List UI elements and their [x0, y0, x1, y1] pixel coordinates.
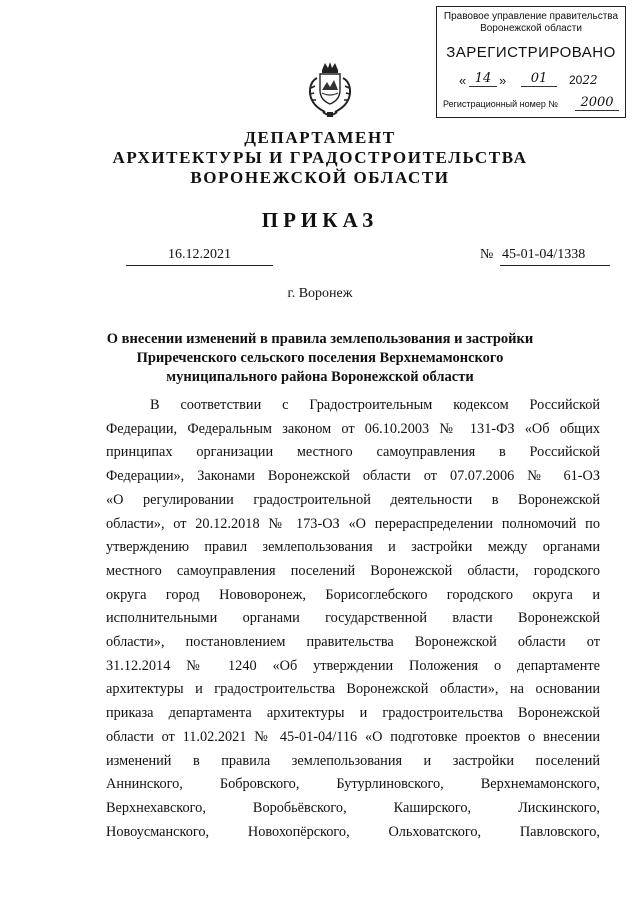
title-line3: муниципального района Воронежской области: [166, 369, 474, 385]
department-line3: ВОРОНЕЖСКОЙ ОБЛАСТИ: [190, 168, 450, 187]
body-line: области от 11.02.2021 № 45-01-04/116 «О подготовке проектов о внесении: [106, 728, 600, 745]
stamp-number-line: [443, 95, 619, 110]
stamp-org-line1: Правовое управление правительства: [443, 11, 619, 22]
registration-stamp: [436, 6, 626, 118]
order-number-label: №: [480, 247, 494, 262]
city: г. Воронеж: [287, 286, 353, 301]
document-type: ПРИКАЗ: [261, 208, 379, 232]
stamp-year: [569, 73, 598, 87]
order-date: 16.12.2021: [126, 247, 273, 266]
stamp-month: 01: [521, 71, 557, 87]
body-line: изменений в правила землепользования и застройки поселений: [106, 752, 600, 769]
stamp-number-label: Регистрационный номер №: [443, 99, 559, 109]
body-line: местного самоуправления поселений Воронежской области, городского: [106, 562, 600, 579]
body-line: утверждению правил землепользования и застройки между органами: [106, 539, 600, 556]
body-line: Верхнехавского, Воробьёвского, Каширского, Лискинского,: [106, 799, 600, 816]
body-line: исполнительными органами государственной власти Воронежской: [106, 610, 600, 627]
body-line: Федерации, Федеральным законом от 06.10.2003 № 131-ФЗ «Об общих: [106, 420, 600, 437]
title-line1: О внесении изменений в правила землепользования и застройки: [106, 331, 534, 347]
body-line: В соответствии с Градостроительным кодексом Российской: [150, 397, 600, 413]
title-line2: Приреченского сельского поселения Верхнемамонского: [136, 350, 504, 366]
body-line: Федерации», Законами Воронежской области от 07.07.2006 № 61-ОЗ: [106, 468, 600, 485]
body-text: [106, 394, 600, 844]
body-line: «О регулировании градостроительной деятельности в Воронежской: [106, 491, 600, 508]
body-line: 31.12.2014 № 1240 «Об утверждении Положения о департаменте: [106, 657, 600, 674]
body-line: архитектуры и градостроительства Воронежской области», на основании: [106, 681, 600, 698]
department-line2: АРХИТЕКТУРЫ И ГРАДОСТРОИТЕЛЬСТВА: [112, 148, 528, 167]
order-number: 45-01-04/1338: [500, 247, 610, 266]
stamp-number: 2000: [575, 95, 619, 111]
stamp-quote-close: »: [499, 73, 507, 88]
stamp-status: ЗАРЕГИСТРИРОВАНО: [446, 44, 616, 61]
department-line1: ДЕПАРТАМЕНТ: [244, 128, 396, 147]
stamp-org-line2: Воронежской области: [480, 23, 582, 34]
body-line: области», от 20.12.2018 № 173-ОЗ «О перераспределении полномочий по: [106, 515, 600, 532]
body-line: Новоусманского, Новохопёрского, Ольховатского, Павловского,: [106, 823, 600, 840]
order-title: [0, 330, 640, 387]
stamp-day: 14: [469, 71, 497, 87]
body-line: Аннинского, Бобровского, Бутурлиновского, Верхнемамонского,: [106, 776, 600, 793]
stamp-quote-open: «: [459, 73, 467, 88]
stamp-year-prefix: 20: [569, 73, 583, 87]
stamp-year-suffix: 22: [582, 73, 598, 87]
coat-of-arms-icon: [303, 60, 357, 122]
body-line: принципах организации местного самоуправления в Российской: [106, 444, 600, 461]
stamp-date: [445, 73, 617, 91]
body-line: приказа департамента архитектуры и градостроительства Воронежской: [106, 705, 600, 722]
body-line: области», постановлением правительства Воронежской области от: [106, 634, 600, 651]
body-line: округа город Нововоронеж, Борисоглебского городского округа и: [106, 586, 600, 603]
